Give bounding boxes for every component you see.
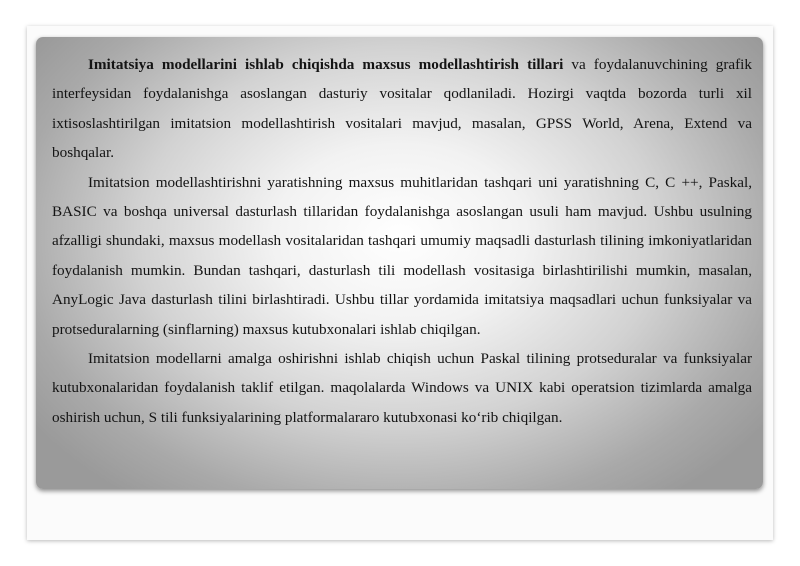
paragraph-1-text: va foydalanuvchining grafik interfeysidan foydalanishga asoslangan dasturiy vositalar qodlaniladi. Hozirgi vaqtda bozorda turli xil ixtisoslashtirilgan imitatsion modellashtirish vositalari mavjud, masalan, GPSS World, Arena, Extend va boshqalar.	[52, 56, 752, 162]
paragraph-1	[52, 50, 752, 168]
document-body	[52, 50, 752, 432]
paragraph-3-text: Imitatsion modellarni amalga oshirishni ishlab chiqish uchun Paskal tilining protseduralar va funksiyalar kutubxonalaridan foydalanish taklif etilgan. maqolalarda Windows va UNIX kabi operatsion tizimlarda amalga oshirish uchun, S tili funksiyalarining platformalararo kutubxonasi ko‘rib chiqilgan.	[52, 350, 752, 426]
paragraph-2-text: Imitatsion modellashtirishni yaratishning maxsus muhitlaridan tashqari uni yaratishning C, C ++, Paskal, BASIC va boshqa universal dasturlash tillaridan foydalanishga asoslangan usuli ham mavjud. Ushbu usulning afzalligi shundaki, maxsus modellash vositalaridan tashqari umumiy maqsadli dasturlash tilining imkoniyatlaridan foydalanish mumkin. Bundan tashqari, dasturlash tili modellash vositasiga birlashtirilishi mumkin, masalan, AnyLogic Java dasturlash tilini birlashtiradi. Ushbu tillar yordamida imitatsiya maqsadlari uchun funksiyalar va protseduralarning (sinflarning) maxsus kutubxonalari ishlab chiqilgan.	[52, 173, 752, 338]
paragraph-3	[52, 344, 752, 432]
paragraph-1-bold: Imitatsiya modellarini ishlab chiqishda maxsus modellashtirish tillari	[88, 56, 564, 73]
paragraph-2	[52, 168, 752, 344]
